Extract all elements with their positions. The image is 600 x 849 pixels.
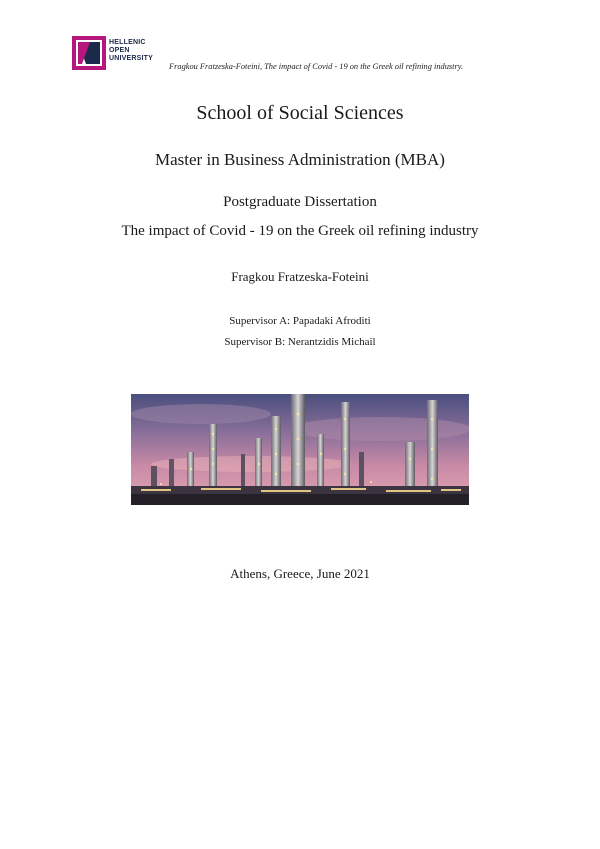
logo-wordmark: [109, 39, 153, 63]
university-logo-icon: [72, 36, 106, 70]
supervisor-a: Supervisor A: Papadaki Afroditi: [229, 315, 371, 327]
refinery-photo: [131, 394, 469, 505]
supervisor-b: Supervisor B: Nerantzidis Michail: [224, 336, 376, 348]
hellenic-open-university-logo: [72, 34, 168, 72]
logo-line-3: UNIVERSITY: [109, 55, 154, 62]
school-name: School of Social Sciences: [196, 102, 404, 124]
logo-line-2: OPEN: [109, 47, 130, 54]
program-name: Master in Business Administration (MBA): [155, 150, 445, 169]
author-name: Fragkou Fratzeska-Foteini: [231, 269, 369, 284]
place-and-date: Athens, Greece, June 2021: [230, 566, 370, 581]
dissertation-title: The impact of Covid - 19 on the Greek oil refining industry: [121, 223, 479, 239]
running-head: Fragkou Fratzeska-Foteini, The impact of Covid - 19 on the Greek oil refining industry.: [169, 62, 464, 71]
refinery-illustration: [131, 394, 469, 505]
page-header: [72, 34, 542, 74]
logo-line-1: HELLENIC: [109, 39, 146, 46]
document-type: Postgraduate Dissertation: [223, 194, 377, 210]
